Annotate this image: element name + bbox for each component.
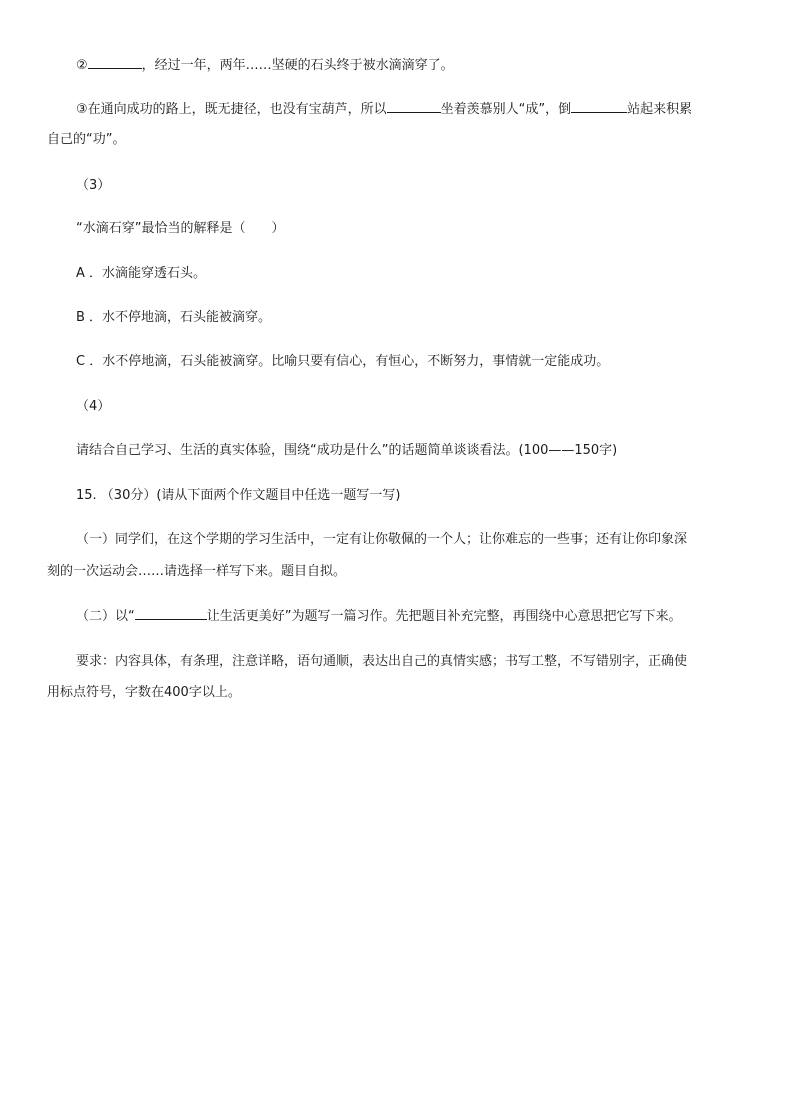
question-3-text: “水滴石穿”最恰当的解释是（ ） <box>76 221 285 236</box>
essay-option-1-line-2: 刻的一次运动会……请选择一样写下来。题目自拟。 <box>47 564 347 579</box>
title-fill-blank <box>135 606 207 620</box>
item-3-line-2: 自己的“功”。 <box>47 132 126 147</box>
item-3-part-2: 坐着羡慕别人“成”，倒 <box>440 102 572 117</box>
item-2-text: ，经过一年，两年……坚硬的石头终于被水滴滴穿了。 <box>141 58 454 73</box>
fill-blank-2 <box>387 99 441 113</box>
option-c: C ．水不停地滴，石头能被滴穿。比喻只要有信心，有恒心，不断努力，事情就一定能成功。 <box>76 354 610 369</box>
question-3-number: （3） <box>76 178 111 193</box>
item-3-line-1 <box>76 99 692 120</box>
essay-option-2-prefix: （二）以“ <box>76 609 135 624</box>
fill-blank-1 <box>88 55 142 69</box>
question-4-number: （4） <box>76 399 111 414</box>
essay-option-1-line-1: （一）同学们，在这个学期的学习生活中，一定有让你敬佩的一个人；让你难忘的一些事；还有让你印象深 <box>76 532 688 547</box>
question-15-header: 15. （30分）(请从下面两个作文题目中任选一题写一写) <box>76 488 401 503</box>
item-3-part-1: ③在通向成功的路上，既无捷径，也没有宝葫芦，所以 <box>76 102 387 117</box>
question-4-text: 请结合自己学习、生活的真实体验，围绕“成功是什么”的话题简单谈谈看法。(100——150字) <box>76 443 618 458</box>
item-3-part-3: 站起来积累 <box>627 102 693 117</box>
requirements-line-2: 用标点符号，字数在400字以上。 <box>47 685 241 700</box>
fill-blank-3 <box>571 99 627 113</box>
item-2-line <box>76 55 454 76</box>
essay-option-2-text: 让生活更美好”为题写一篇习作。先把题目补充完整，再围绕中心意思把它写下来。 <box>206 609 682 624</box>
item-2-prefix: ② <box>76 58 88 73</box>
option-a: A ．水滴能穿透石头。 <box>76 266 207 281</box>
option-b: B ．水不停地滴，石头能被滴穿。 <box>76 310 272 325</box>
requirements-line-1: 要求：内容具体，有条理，注意详略，语句通顺，表达出自己的真情实感；书写工整，不写错别字，正确使 <box>76 654 688 669</box>
essay-option-2-line <box>76 606 682 627</box>
